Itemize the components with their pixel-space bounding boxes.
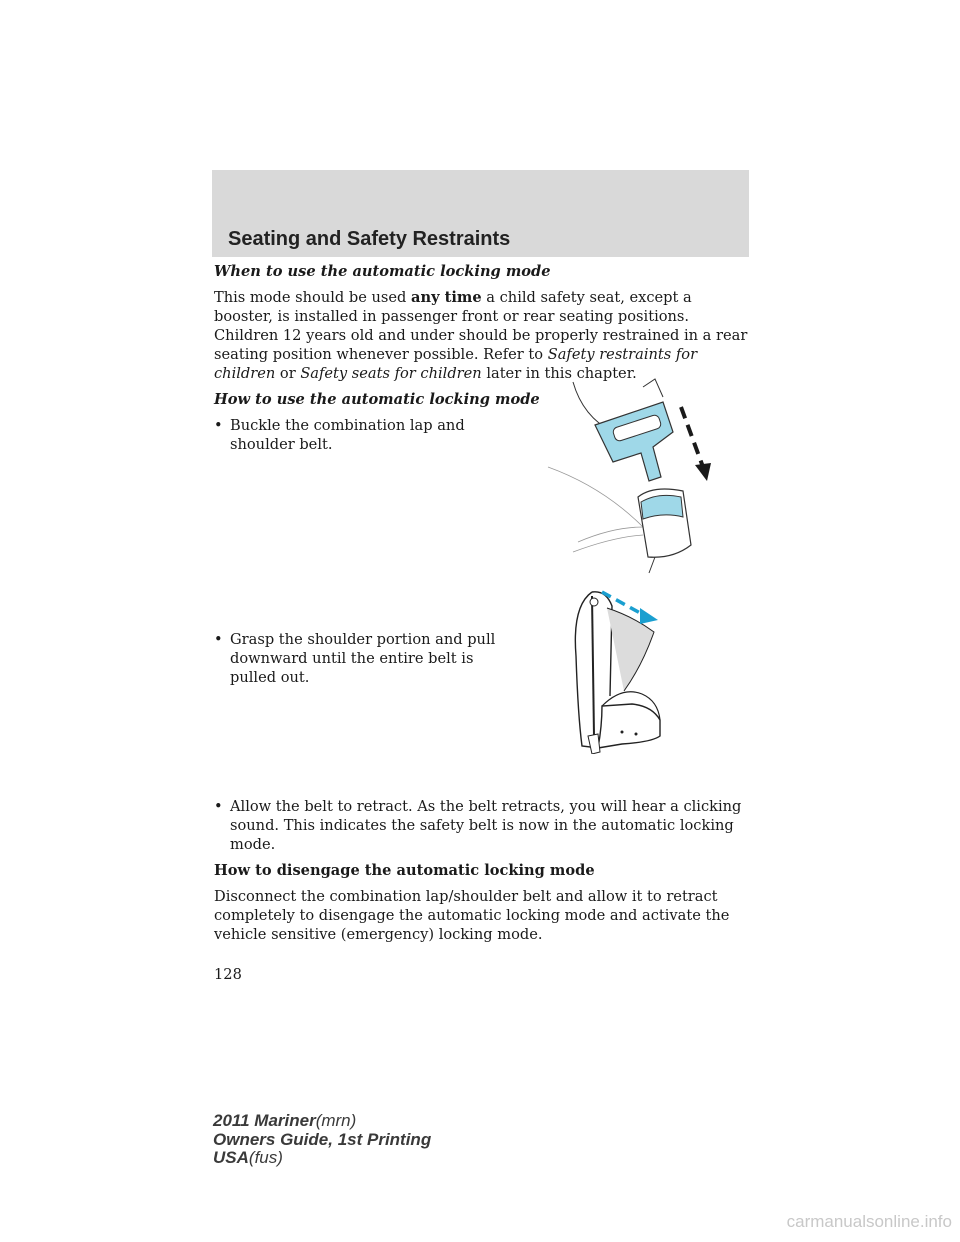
list-item bbox=[214, 630, 500, 790]
document-footer bbox=[213, 1112, 431, 1168]
footer-model: 2011 Mariner bbox=[213, 1111, 316, 1130]
seat-belt-pull-illustration bbox=[562, 586, 668, 754]
bullet-glyph: • bbox=[214, 631, 223, 648]
footer-line bbox=[213, 1112, 431, 1131]
bullet-glyph: • bbox=[214, 417, 223, 434]
bullet-text: Buckle the combination lap and shoulder belt. bbox=[230, 417, 465, 453]
text-run: or bbox=[275, 365, 301, 382]
text-run: This mode should be used bbox=[214, 289, 412, 306]
bullet-glyph: • bbox=[214, 798, 223, 815]
cross-reference: Safety seats for children bbox=[300, 365, 482, 382]
paragraph-disengage: Disconnect the combination lap/shoulder belt and allow it to retract completely to disengage the automatic locking mode and activate the vehicle sensitive (emergency) locking mode. bbox=[214, 888, 730, 943]
buckle-illustration bbox=[543, 377, 713, 577]
footer-line: Owners Guide, 1st Printing bbox=[213, 1129, 432, 1149]
heading-how-to-use: How to use the automatic locking mode bbox=[214, 391, 540, 408]
page-number: 128 bbox=[214, 966, 242, 983]
section-title: Seating and Safety Restraints bbox=[228, 228, 511, 250]
list-item bbox=[214, 416, 500, 623]
bullet-text: Allow the belt to retract. As the belt retracts, you will hear a clicking sound. This indicates the safety belt is now in the automatic locking mode. bbox=[230, 798, 742, 853]
paragraph-when-to-use bbox=[214, 288, 754, 383]
cross-reference: Safety restraints for children bbox=[214, 346, 698, 382]
heading-when-to-use: When to use the automatic locking mode bbox=[214, 263, 551, 280]
footer-line bbox=[213, 1149, 431, 1168]
text-run: a child safety seat, except a booster, is installed in passenger front or rear seating positions. Children 12 years old and under should be properly restrained in a rear seating position whenever possible. Refer to bbox=[214, 289, 748, 363]
bold-term: any time bbox=[411, 289, 482, 306]
section-header bbox=[212, 170, 749, 257]
page-content bbox=[214, 262, 754, 951]
footer-code: (mrn) bbox=[315, 1111, 357, 1130]
footer-region: USA bbox=[213, 1148, 249, 1167]
watermark: carmanualsonline.info bbox=[786, 1212, 952, 1231]
footer-code: (fus) bbox=[248, 1148, 283, 1167]
bullet-text: Grasp the shoulder portion and pull downward until the entire belt is pulled out. bbox=[230, 631, 496, 686]
text-run: later in this chapter. bbox=[481, 365, 637, 382]
heading-how-to-disengage: How to disengage the automatic locking mode bbox=[214, 862, 595, 879]
list-item bbox=[214, 797, 754, 854]
